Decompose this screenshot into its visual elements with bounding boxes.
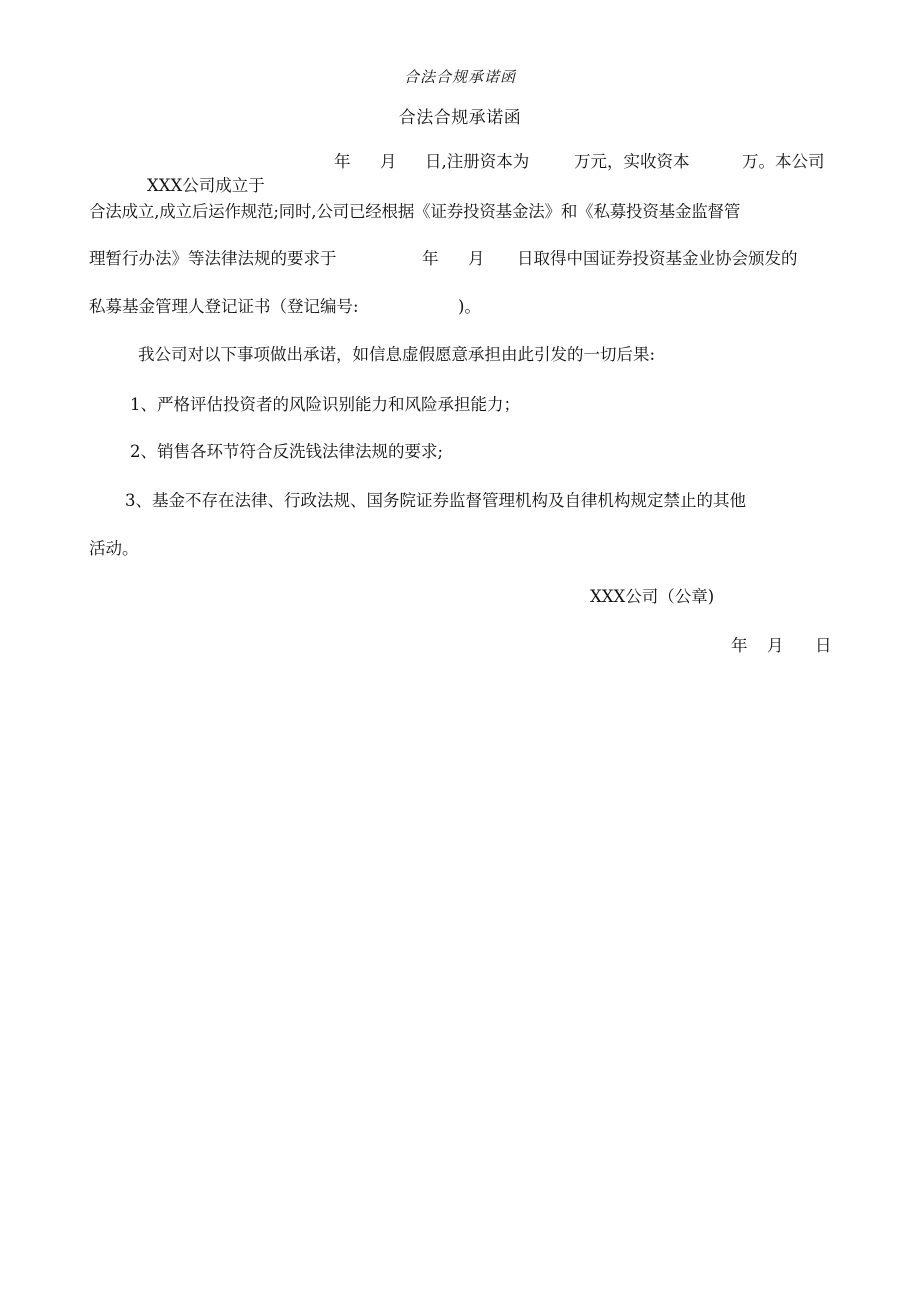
intro-line-4-tail: )。 [458, 297, 481, 316]
commitment-item-3: 3、基金不存在法律、行政法规、国务院证券监督管理机构及自律机构规定禁止的其他 [125, 491, 746, 510]
document-title: 合法合规承诺函 [398, 108, 522, 128]
commitment-item-3-continued: 活动。 [89, 539, 139, 558]
intro-wan-end: 万。本公司 [742, 152, 825, 171]
commitment-intro: 我公司对以下事项做出承诺，如信息虚假愿意承担由此引发的一切后果: [138, 345, 656, 364]
signature-company-seal: XXX公司（公章) [590, 587, 715, 606]
company-established: XXX公司成立于 [146, 176, 265, 195]
intro-line-3-tail: 日取得中国证券投资基金业协会颁发的 [517, 249, 798, 268]
intro-registered-capital: 日,注册资本为 [425, 152, 530, 171]
commitment-item-2: 2、销售各环节符合反洗钱法律法规的要求; [130, 442, 444, 461]
intro-line-3-month: 月 [468, 249, 485, 268]
intro-line-3-lead: 理暂行办法》等法律法规的要求于 [89, 249, 337, 268]
running-header: 合法合规承诺函 [403, 68, 516, 86]
signature-year: 年 [731, 636, 748, 655]
intro-line-2: 合法成立,成立后运作规范;同时,公司已经根据《证券投资基金法》和《私募投资基金监督管 [89, 202, 741, 221]
intro-line-3-year: 年 [422, 249, 439, 268]
intro-month-label: 月 [380, 152, 397, 171]
intro-year-label: 年 [334, 152, 351, 171]
commitment-item-1: 1、严格评估投资者的风险识别能力和风险承担能力； [130, 395, 520, 414]
signature-day: 日 [815, 636, 832, 655]
intro-paid-capital: 万元，实收资本 [574, 152, 690, 171]
signature-month: 月 [767, 636, 784, 655]
intro-line-4-lead: 私募基金管理人登记证书（登记编号: [89, 297, 359, 316]
